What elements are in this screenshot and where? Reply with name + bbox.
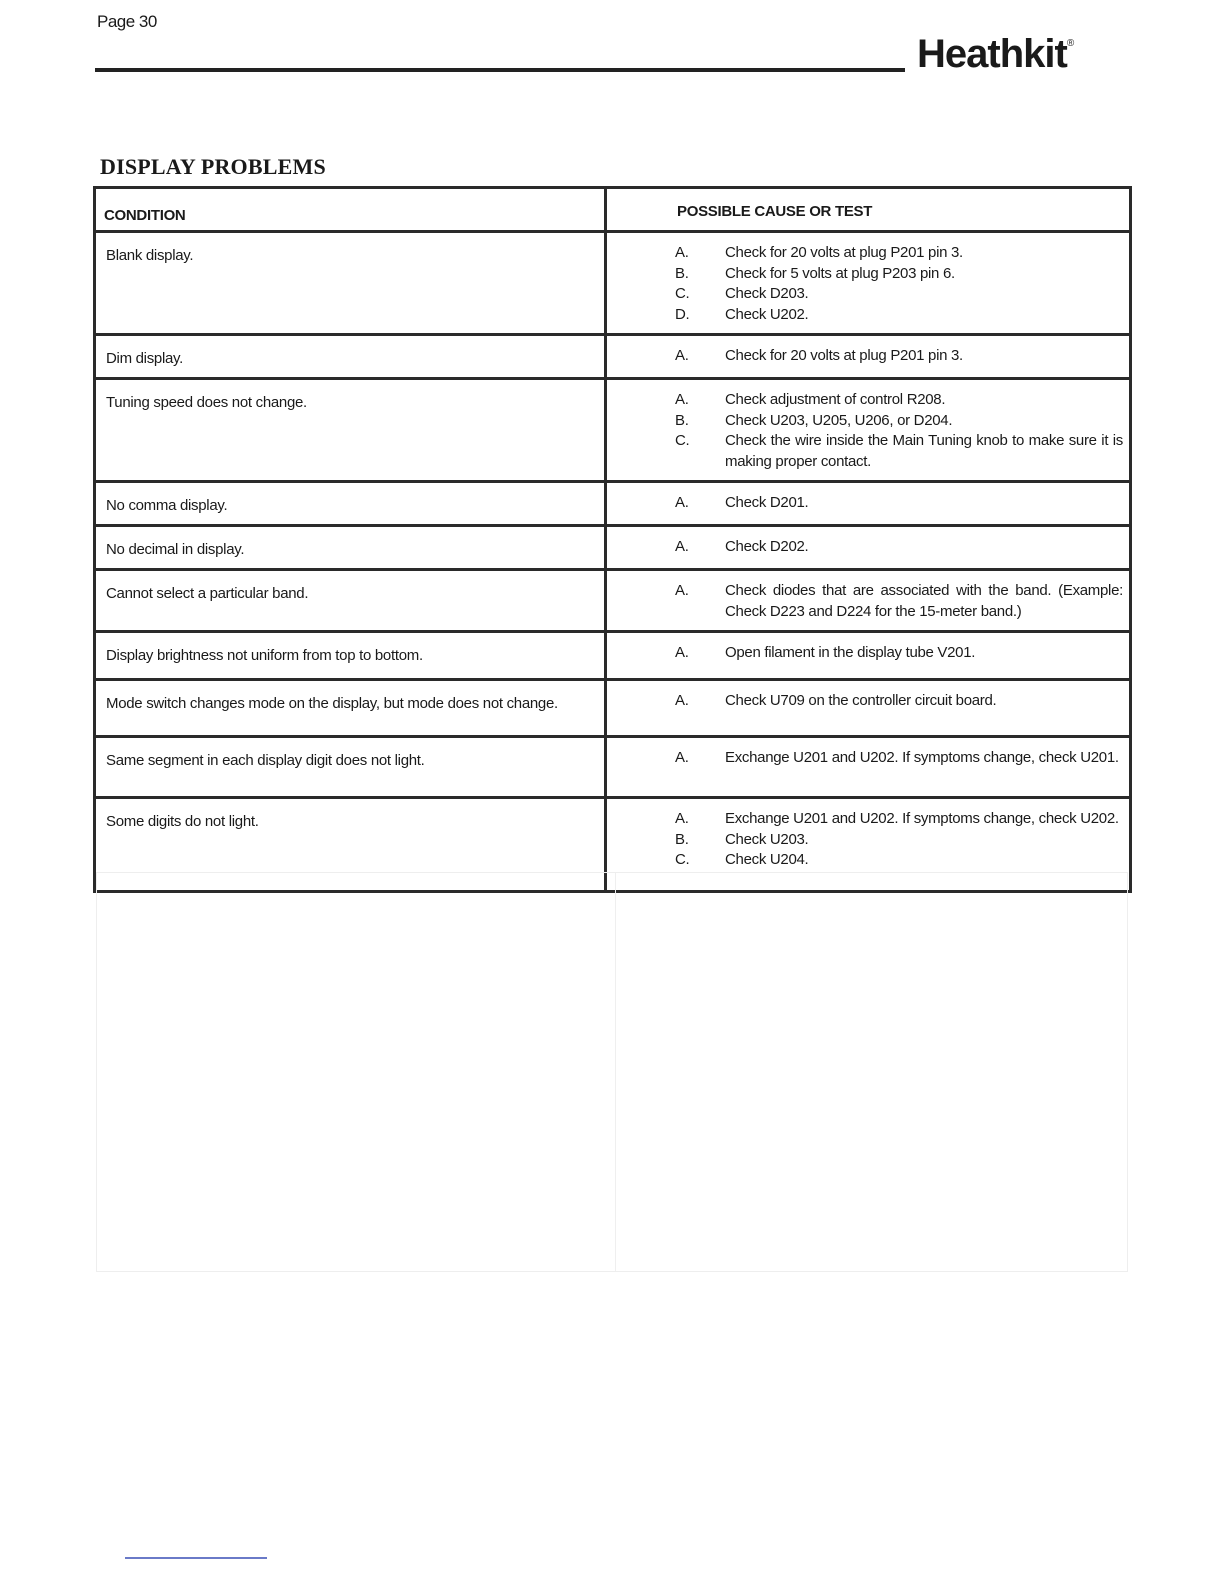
condition-cell: Tuning speed does not change. <box>95 379 606 482</box>
page-number: Page 30 <box>97 12 157 31</box>
brand-name: Heathkit <box>917 32 1067 76</box>
cause-item <box>675 493 1123 514</box>
table-row <box>95 737 1131 798</box>
table-row <box>95 526 1131 570</box>
cause-item <box>675 643 1123 664</box>
cause-text: Check adjustment of control R208. <box>725 391 946 408</box>
condition-cell: Dim display. <box>95 335 606 379</box>
cause-cell <box>606 737 1131 798</box>
cause-letter: C. <box>675 432 690 449</box>
cause-letter: B. <box>675 264 689 282</box>
registered-mark: ® <box>1066 38 1074 49</box>
cause-item <box>675 850 1123 871</box>
condition-cell: No decimal in display. <box>95 526 606 570</box>
cause-text: Check for 20 volts at plug P201 pin 3. <box>725 244 963 261</box>
cause-item <box>675 809 1123 830</box>
cause-letter: A. <box>675 244 689 261</box>
cause-item <box>675 264 1123 285</box>
cause-letter: A. <box>675 692 689 709</box>
cause-item <box>675 830 1123 851</box>
cause-text: Exchange U201 and U202. If symptoms change, check U202. <box>725 810 1119 827</box>
table-row <box>95 632 1131 680</box>
cause-cell <box>606 632 1131 680</box>
cause-text: Check for 5 volts at plug P203 pin 6. <box>725 264 955 282</box>
cause-text: Exchange U201 and U202. If symptoms change, check U201. <box>725 749 1119 766</box>
cause-text: Check D203. <box>725 285 809 302</box>
cause-item <box>675 581 1123 622</box>
cause-letter: A. <box>675 391 689 408</box>
cause-letter: A. <box>675 582 689 599</box>
table-body <box>95 232 1131 892</box>
cause-cell <box>606 526 1131 570</box>
cause-letter: A. <box>675 494 689 511</box>
table-row <box>95 570 1131 632</box>
cause-text: Check D201. <box>725 494 809 511</box>
footer-line <box>125 1557 267 1559</box>
cause-text: Check U203, U205, U206, or D204. <box>725 411 953 429</box>
cause-header: POSSIBLE CAUSE OR TEST <box>606 188 1131 232</box>
header-rule <box>95 68 905 72</box>
cause-item <box>675 431 1123 472</box>
condition-cell: Same segment in each display digit does not light. <box>95 737 606 798</box>
condition-cell: Blank display. <box>95 232 606 335</box>
cause-item <box>675 411 1123 432</box>
cause-text: Check U202. <box>725 305 809 323</box>
cause-item <box>675 243 1123 264</box>
cause-text: Check D202. <box>725 538 809 555</box>
cause-text: Check the wire inside the Main Tuning knob to make sure it is making proper contact. <box>725 432 1123 470</box>
cause-text: Check diodes that are associated with the band. (Example: Check D223 and D224 for the 15-meter band.) <box>725 582 1123 620</box>
condition-cell: Some digits do not light. <box>95 798 606 892</box>
table-row <box>95 335 1131 379</box>
cause-letter: A. <box>675 538 689 555</box>
condition-cell: No comma display. <box>95 482 606 526</box>
table-header-row <box>95 188 1131 232</box>
condition-header: CONDITION <box>95 188 606 232</box>
cause-item <box>675 691 1123 712</box>
faded-background-table <box>96 872 1128 1272</box>
troubleshooting-table <box>93 186 1132 893</box>
condition-cell: Mode switch changes mode on the display, but mode does not change. <box>95 680 606 737</box>
section-title: DISPLAY PROBLEMS <box>100 154 326 179</box>
cause-cell <box>606 335 1131 379</box>
condition-cell: Display brightness not uniform from top to bottom. <box>95 632 606 680</box>
cause-letter: D. <box>675 305 690 323</box>
cause-text: Check for 20 volts at plug P201 pin 3. <box>725 347 963 364</box>
cause-item <box>675 346 1123 367</box>
brand-logo <box>917 32 1073 77</box>
cause-cell <box>606 232 1131 335</box>
cause-text: Check U204. <box>725 851 809 868</box>
cause-item <box>675 748 1123 769</box>
table-row <box>95 482 1131 526</box>
cause-letter: A. <box>675 749 689 766</box>
cause-item <box>675 284 1123 305</box>
cause-item <box>675 537 1123 558</box>
table-row <box>95 680 1131 737</box>
cause-cell <box>606 680 1131 737</box>
cause-item <box>675 305 1123 326</box>
cause-letter: A. <box>675 347 689 364</box>
table-row <box>95 232 1131 335</box>
cause-cell <box>606 379 1131 482</box>
cause-letter: A. <box>675 644 689 661</box>
table-row <box>95 379 1131 482</box>
cause-letter: C. <box>675 851 690 868</box>
cause-cell <box>606 570 1131 632</box>
cause-text: Open filament in the display tube V201. <box>725 644 976 661</box>
cause-letter: B. <box>675 830 689 848</box>
cause-cell <box>606 482 1131 526</box>
cause-text: Check U709 on the controller circuit board. <box>725 692 997 709</box>
cause-letter: B. <box>675 411 689 429</box>
cause-letter: C. <box>675 285 690 302</box>
cause-item <box>675 390 1123 411</box>
cause-letter: A. <box>675 810 689 827</box>
condition-cell: Cannot select a particular band. <box>95 570 606 632</box>
cause-text: Check U203. <box>725 830 809 848</box>
